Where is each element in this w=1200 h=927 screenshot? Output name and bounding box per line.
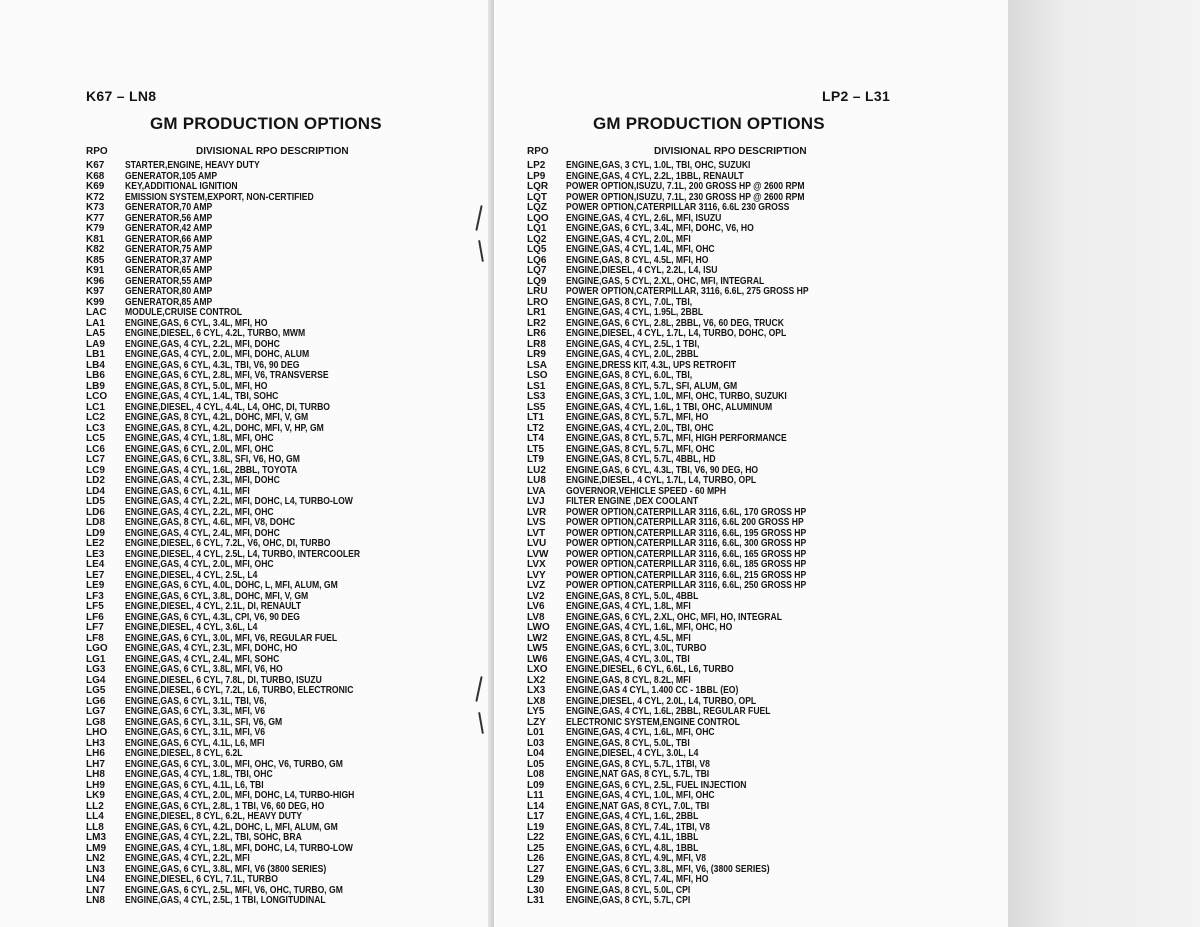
rpo-description: ENGINE,GAS, 8 CYL, 7.4L, MFI, HO	[566, 874, 709, 885]
rpo-description: ENGINE,GAS, 8 CYL, 6.0L, TBI,	[566, 370, 693, 381]
rpo-code: LD2	[86, 475, 105, 486]
option-row	[86, 896, 398, 907]
column-header-description: DIVISIONAL RPO DESCRIPTION	[654, 146, 807, 157]
rpo-description: ENGINE,GAS, 6 CYL, 4.1L, L6, TBI	[125, 779, 264, 791]
rpo-code: LQ1	[527, 223, 547, 234]
rpo-code: LC9	[86, 464, 105, 476]
rpo-code: LAC	[86, 307, 107, 318]
rpo-description: ENGINE,GAS, 4 CYL, 1.6L, 2BBL	[566, 811, 699, 822]
rpo-code: LR2	[527, 317, 546, 329]
rpo-code: K69	[86, 181, 105, 192]
rpo-description: ENGINE,GAS, 6 CYL, 3.0L, TURBO	[566, 643, 707, 654]
rpo-description: ENGINE,GAS, 4 CYL, 2.3L, MFI, DOHC, HO	[125, 643, 298, 654]
rpo-code: LM3	[86, 832, 106, 843]
rpo-description: ENGINE,GAS, 6 CYL, 2.8L, 2BBL, V6, 60 DEG, TRUCK	[566, 317, 784, 329]
rpo-description: ENGINE,DIESEL, 4 CYL, 4.4L, L4, OHC, DI, TURBO	[125, 401, 331, 413]
rpo-description: ENGINE,GAS, 6 CYL, 3.4L, MFI, DOHC, V6, HO	[566, 223, 754, 234]
rpo-description: POWER OPTION,ISUZU, 7.1L, 200 GROSS HP @ 2600 RPM	[566, 181, 805, 192]
rpo-description: ENGINE,DIESEL, 6 CYL, 7.1L, TURBO	[125, 874, 278, 885]
rpo-code: LR6	[527, 328, 546, 339]
rpo-code: LD9	[86, 527, 105, 539]
rpo-description: ENGINE,GAS, 8 CYL, 4.6L, MFI, V8, DOHC	[125, 517, 296, 528]
rpo-description: POWER OPTION,CATERPILLAR 3116, 6.6L, 215 GROSS HP	[566, 569, 807, 581]
rpo-code: LQ9	[527, 275, 547, 287]
rpo-code: LS1	[527, 380, 546, 392]
rpo-description: ENGINE,GAS, 4 CYL, 2.0L, MFI, DOHC, ALUM	[125, 349, 310, 360]
rpo-description: ENGINE,GAS, 6 CYL, 4.1L, L6, MFI	[125, 737, 265, 749]
rpo-code: K73	[86, 202, 105, 213]
rpo-code: LS5	[527, 401, 546, 413]
rpo-code: LVU	[527, 538, 547, 549]
rpo-code: LF6	[86, 611, 104, 623]
rpo-code: LXO	[527, 664, 548, 675]
rpo-code: LB9	[86, 380, 105, 392]
rpo-code: LSO	[527, 370, 548, 381]
rpo-description: ENGINE,DIESEL, 4 CYL, 3.0L, L4	[566, 748, 699, 759]
rpo-code: LA5	[86, 328, 105, 339]
rpo-code: LD8	[86, 517, 105, 528]
rpo-code: LG5	[86, 685, 106, 696]
rpo-description: POWER OPTION,ISUZU, 7.1L, 230 GROSS HP @ 2600 RPM	[566, 191, 805, 203]
rpo-code: LP9	[527, 170, 546, 182]
rpo-code: LN4	[86, 874, 105, 885]
rpo-description: ENGINE,GAS, 4 CYL, 1.6L, MFI, OHC, HO	[566, 622, 733, 633]
rpo-code: LX3	[527, 685, 546, 696]
rpo-description: ENGINE,GAS, 6 CYL, 4.2L, DOHC, L, MFI, ALUM, GM	[125, 821, 338, 833]
rpo-description: POWER OPTION,CATERPILLAR 3116, 6.6L, 195 GROSS HP	[566, 527, 807, 539]
option-list	[527, 161, 848, 907]
rpo-description: ENGINE,GAS, 4 CYL, 2.2L, MFI, DOHC	[125, 338, 280, 350]
rpo-code: LT2	[527, 422, 545, 434]
rpo-description: ENGINE,GAS, 4 CYL, 1.4L, TBI, SOHC	[125, 391, 279, 402]
rpo-description: ENGINE,DIESEL, 6 CYL, 7.2L, V6, OHC, DI, TURBO	[125, 538, 331, 549]
rpo-code: LQZ	[527, 202, 547, 213]
rpo-description: ENGINE,GAS, 8 CYL, 5.7L, 4BBL, HD	[566, 454, 716, 465]
rpo-code: K96	[86, 275, 105, 287]
rpo-code: LE4	[86, 559, 105, 570]
rpo-code: LF3	[86, 590, 104, 602]
rpo-code: LQ7	[527, 265, 547, 276]
rpo-code: LR1	[527, 307, 546, 318]
rpo-code: LA9	[86, 338, 105, 350]
rpo-code: LN3	[86, 863, 105, 875]
rpo-description: GENERATOR,65 AMP	[125, 265, 213, 276]
rpo-code: LF7	[86, 622, 104, 633]
rpo-description: GENERATOR,75 AMP	[125, 244, 213, 255]
rpo-code: LW5	[527, 643, 548, 654]
rpo-description: ELECTRONIC SYSTEM,ENGINE CONTROL	[566, 716, 740, 728]
rpo-description: POWER OPTION,CATERPILLAR 3116, 6.6L, 300 GROSS HP	[566, 538, 807, 549]
rpo-code: L25	[527, 842, 545, 854]
rpo-description: ENGINE,NAT GAS, 8 CYL, 5.7L, TBI	[566, 769, 710, 780]
rpo-description: ENGINE,NAT GAS, 8 CYL, 7.0L, TBI	[566, 800, 710, 812]
rpo-description: ENGINE,GAS, 8 CYL, 5.0L, MFI, HO	[125, 380, 268, 392]
rpo-code: LVX	[527, 559, 546, 570]
rpo-description: ENGINE,GAS, 8 CYL, 5.7L, MFI, HIGH PERFORMANCE	[566, 433, 787, 444]
rpo-code: LGO	[86, 643, 108, 654]
rpo-code: K77	[86, 212, 105, 224]
rpo-description: ENGINE,GAS, 6 CYL, 3.1L, SFI, V6, GM	[125, 716, 283, 728]
rpo-code: K99	[86, 296, 105, 308]
rpo-description: POWER OPTION,CATERPILLAR 3116, 6.6L, 185 GROSS HP	[566, 559, 807, 570]
rpo-code: LD4	[86, 485, 105, 497]
rpo-code: LG7	[86, 706, 106, 717]
rpo-description: POWER OPTION,CATERPILLAR 3116, 6.6L, 250 GROSS HP	[566, 580, 807, 591]
rpo-description: ENGINE,GAS, 6 CYL, 2.XL, OHC, MFI, HO, INTEGRAL	[566, 611, 782, 623]
rpo-description: ENGINE,DIESEL, 6 CYL, 7.2L, L6, TURBO, ELECTRONIC	[125, 685, 354, 696]
rpo-code: LVZ	[527, 580, 546, 591]
rpo-code: LS3	[527, 391, 546, 402]
rpo-code: L03	[527, 737, 545, 749]
rpo-description: ENGINE,DIESEL, 6 CYL, 4.2L, TURBO, MWM	[125, 328, 306, 339]
rpo-description: GOVERNOR,VEHICLE SPEED - 60 MPH	[566, 485, 727, 497]
rpo-description: ENGINE,GAS, 6 CYL, 4.0L, DOHC, L, MFI, ALUM, GM	[125, 580, 338, 591]
rpo-code: LG8	[86, 716, 106, 728]
rpo-description: ENGINE,DIESEL, 4 CYL, 2.0L, L4, TURBO, OPL	[566, 695, 757, 707]
rpo-description: ENGINE,GAS, 6 CYL, 3.8L, MFI, V6 (3800 SERIES)	[125, 863, 327, 875]
column-header-rpo: RPO	[86, 146, 108, 157]
rpo-description: ENGINE,GAS, 4 CYL, 2.2L, MFI, DOHC, L4, TURBO-LOW	[125, 496, 353, 507]
rpo-description: EMISSION SYSTEM,EXPORT, NON-CERTIFIED	[125, 191, 314, 203]
rpo-description: ENGINE,GAS, 4 CYL, 2.0L, MFI, DOHC, L4, TURBO-HIGH	[125, 790, 355, 801]
rpo-description: ENGINE,GAS, 4 CYL, 2.5L, 1 TBI,	[566, 338, 700, 350]
rpo-code: LVT	[527, 527, 546, 539]
rpo-code: LQ2	[527, 233, 547, 245]
rpo-description: ENGINE,GAS, 8 CYL, 5.0L, 4BBL	[566, 590, 699, 602]
rpo-description: ENGINE,GAS, 4 CYL, 2.5L, 1 TBI, LONGITUDINAL	[125, 895, 326, 906]
rpo-code: LB1	[86, 349, 105, 360]
rpo-code: K79	[86, 223, 105, 234]
rpo-code: LH6	[86, 748, 105, 759]
page-range-header: LP2 – L31	[822, 88, 891, 104]
rpo-description: ENGINE,GAS, 6 CYL, 3.0L, MFI, OHC, V6, TURBO, GM	[125, 758, 343, 770]
rpo-code: LZY	[527, 716, 546, 728]
rpo-code: K97	[86, 286, 105, 297]
rpo-code: LVA	[527, 485, 546, 497]
rpo-description: ENGINE,GAS, 4 CYL, 1.6L, 2BBL, TOYOTA	[125, 464, 298, 476]
rpo-code: LG4	[86, 674, 106, 686]
rpo-code: L08	[527, 769, 545, 780]
right-page	[494, 0, 1008, 927]
rpo-description: ENGINE,GAS, 6 CYL, 2.5L, FUEL INJECTION	[566, 779, 747, 791]
rpo-code: LH8	[86, 769, 105, 780]
rpo-code: LE3	[86, 548, 105, 560]
rpo-code: L04	[527, 748, 545, 759]
rpo-description: ENGINE,GAS, 8 CYL, 5.7L, MFI, HO	[566, 412, 709, 423]
rpo-description: ENGINE,GAS, 4 CYL, 1.95L, 2BBL	[566, 307, 704, 318]
rpo-code: LT9	[527, 454, 545, 465]
rpo-code: LA1	[86, 317, 105, 329]
rpo-code: LHO	[86, 727, 108, 738]
rpo-code: L26	[527, 853, 545, 864]
rpo-description: ENGINE,GAS, 4 CYL, 2.2L, MFI	[125, 853, 250, 864]
rpo-code: L09	[527, 779, 545, 791]
rpo-description: MODULE,CRUISE CONTROL	[125, 307, 243, 318]
rpo-code: LR9	[527, 349, 546, 360]
rpo-description: FILTER ENGINE ,DEX COOLANT	[566, 496, 699, 507]
rpo-description: GENERATOR,85 AMP	[125, 296, 213, 308]
rpo-description: ENGINE,DIESEL, 4 CYL, 1.7L, L4, TURBO, OPL	[566, 475, 757, 486]
rpo-description: GENERATOR,70 AMP	[125, 202, 213, 213]
rpo-code: LQO	[527, 212, 549, 224]
rpo-description: ENGINE,GAS 4 CYL, 1.400 CC - 1BBL (EO)	[566, 685, 739, 696]
rpo-description: ENGINE,GAS, 4 CYL, 1.4L, MFI, OHC	[566, 244, 715, 255]
rpo-description: ENGINE,GAS, 8 CYL, 7.0L, TBI,	[566, 296, 693, 308]
rpo-description: ENGINE,GAS, 4 CYL, 2.0L, MFI	[566, 233, 691, 245]
rpo-description: ENGINE,DIESEL, 4 CYL, 2.5L, L4, TURBO, INTERCOOLER	[125, 548, 361, 560]
rpo-description: ENGINE,GAS, 6 CYL, 4.3L, CPI, V6, 90 DEG	[125, 611, 300, 623]
rpo-code: LN8	[86, 895, 105, 906]
rpo-description: KEY,ADDITIONAL IGNITION	[125, 181, 238, 192]
rpo-description: ENGINE,DIESEL, 6 CYL, 6.6L, L6, TURBO	[566, 664, 734, 675]
rpo-code: LH9	[86, 779, 105, 791]
rpo-description: POWER OPTION,CATERPILLAR 3116, 6.6L, 170 GROSS HP	[566, 506, 807, 518]
rpo-code: LX8	[527, 695, 546, 707]
rpo-code: LRO	[527, 296, 549, 308]
rpo-description: ENGINE,GAS, 6 CYL, 4.8L, 1BBL	[566, 842, 699, 854]
rpo-description: ENGINE,GAS, 4 CYL, 2.2L, MFI, OHC	[125, 506, 274, 518]
rpo-description: GENERATOR,80 AMP	[125, 286, 213, 297]
rpo-description: ENGINE,GAS, 6 CYL, 3.0L, MFI, V6, REGULAR FUEL	[125, 632, 338, 644]
rpo-description: ENGINE,GAS, 3 CYL, 1.0L, TBI, OHC, SUZUKI	[566, 160, 751, 171]
rpo-description: ENGINE,GAS, 6 CYL, 3.8L, DOHC, MFI, V, GM	[125, 590, 309, 602]
rpo-code: LB4	[86, 359, 105, 371]
rpo-code: LVW	[527, 548, 549, 560]
rpo-code: LVS	[527, 517, 546, 528]
rpo-code: L19	[527, 821, 545, 833]
rpo-description: ENGINE,GAS, 6 CYL, 4.3L, TBI, V6, 90 DEG	[125, 359, 300, 371]
rpo-description: ENGINE,GAS, 5 CYL, 2.XL, OHC, MFI, INTEGRAL	[566, 275, 765, 287]
rpo-description: ENGINE,GAS, 6 CYL, 4.1L, MFI	[125, 485, 250, 497]
rpo-description: ENGINE,GAS, 8 CYL, 4.5L, MFI, HO	[566, 254, 709, 266]
rpo-code: LR8	[527, 338, 546, 350]
rpo-code: LP2	[527, 160, 546, 171]
rpo-code: LF5	[86, 601, 104, 612]
rpo-description: ENGINE,DRESS KIT, 4.3L, UPS RETROFIT	[566, 359, 737, 371]
rpo-code: LC2	[86, 412, 105, 423]
page-title: GM PRODUCTION OPTIONS	[593, 114, 825, 133]
rpo-description: ENGINE,GAS, 8 CYL, 5.0L, TBI	[566, 737, 690, 749]
rpo-code: LG1	[86, 653, 106, 665]
option-row	[527, 896, 848, 907]
option-list	[86, 161, 398, 907]
rpo-description: ENGINE,DIESEL, 4 CYL, 2.2L, L4, ISU	[566, 265, 718, 276]
rpo-code: L30	[527, 884, 545, 896]
rpo-code: L31	[527, 895, 545, 906]
rpo-code: LC3	[86, 422, 105, 434]
rpo-code: LT4	[527, 433, 545, 444]
rpo-description: ENGINE,GAS, 8 CYL, 4.9L, MFI, V8	[566, 853, 707, 864]
rpo-description: ENGINE,GAS, 8 CYL, 5.7L, SFI, ALUM, GM	[566, 380, 738, 392]
rpo-description: ENGINE,DIESEL, 4 CYL, 2.5L, L4	[125, 569, 258, 581]
rpo-description: ENGINE,GAS, 4 CYL, 1.6L, 2BBL, REGULAR FUEL	[566, 706, 771, 717]
rpo-code: LT1	[527, 412, 545, 423]
rpo-description: ENGINE,GAS, 6 CYL, 3.8L, SFI, V6, HO, GM	[125, 454, 300, 465]
rpo-description: POWER OPTION,CATERPILLAR 3116, 6.6L, 165 GROSS HP	[566, 548, 807, 560]
rpo-code: K67	[86, 160, 105, 171]
rpo-description: ENGINE,GAS, 3 CYL, 1.0L, MFI, OHC, TURBO, SUZUKI	[566, 391, 787, 402]
rpo-code: K72	[86, 191, 105, 203]
rpo-description: ENGINE,DIESEL, 4 CYL, 1.7L, L4, TURBO, DOHC, OPL	[566, 328, 787, 339]
rpo-description: ENGINE,GAS, 8 CYL, 5.7L, CPI	[566, 895, 691, 906]
rpo-code: K91	[86, 265, 105, 276]
rpo-description: ENGINE,GAS, 4 CYL, 2.3L, MFI, DOHC	[125, 475, 280, 486]
rpo-code: LVR	[527, 506, 547, 518]
rpo-description: ENGINE,GAS, 6 CYL, 2.8L, MFI, V6, TRANSVERSE	[125, 370, 329, 381]
rpo-description: ENGINE,GAS, 4 CYL, 1.0L, MFI, OHC	[566, 790, 715, 801]
rpo-code: LN2	[86, 853, 105, 864]
rpo-code: LC7	[86, 454, 105, 465]
left-page	[0, 0, 492, 927]
rpo-description: ENGINE,GAS, 4 CYL, 2.2L, 1BBL, RENAULT	[566, 170, 744, 182]
rpo-description: ENGINE,GAS, 6 CYL, 3.3L, MFI, V6	[125, 706, 266, 717]
rpo-description: ENGINE,GAS, 6 CYL, 2.8L, 1 TBI, V6, 60 DEG, HO	[125, 800, 325, 812]
rpo-description: ENGINE,GAS, 8 CYL, 4.2L, DOHC, MFI, V, GM	[125, 412, 309, 423]
rpo-code: LG6	[86, 695, 106, 707]
rpo-code: LW6	[527, 653, 548, 665]
page-range-header: K67 – LN8	[86, 88, 157, 104]
rpo-description: ENGINE,GAS, 8 CYL, 5.0L, CPI	[566, 884, 691, 896]
column-header-description: DIVISIONAL RPO DESCRIPTION	[196, 146, 349, 157]
rpo-description: ENGINE,GAS, 4 CYL, 2.2L, TBI, SOHC, BRA	[125, 832, 302, 843]
rpo-code: LL4	[86, 811, 104, 822]
rpo-description: ENGINE,GAS, 4 CYL, 1.6L, 1 TBI, OHC, ALUMINUM	[566, 401, 773, 413]
rpo-code: LC6	[86, 443, 105, 455]
rpo-description: ENGINE,GAS, 4 CYL, 1.8L, MFI, DOHC, L4, TURBO-LOW	[125, 842, 353, 854]
rpo-code: L22	[527, 832, 545, 843]
rpo-code: L17	[527, 811, 545, 822]
rpo-description: ENGINE,DIESEL, 6 CYL, 7.8L, DI, TURBO, ISUZU	[125, 674, 322, 686]
rpo-code: LG3	[86, 664, 106, 675]
rpo-description: ENGINE,GAS, 6 CYL, 3.1L, TBI, V6,	[125, 695, 267, 707]
rpo-code: LL8	[86, 821, 104, 833]
rpo-description: ENGINE,DIESEL, 8 CYL, 6.2L	[125, 748, 243, 759]
rpo-code: K81	[86, 233, 105, 245]
rpo-code: LC5	[86, 433, 105, 444]
rpo-code: LM9	[86, 842, 106, 854]
rpo-code: LRU	[527, 286, 548, 297]
rpo-code: L05	[527, 758, 545, 770]
rpo-code: LK9	[86, 790, 105, 801]
rpo-description: GENERATOR,55 AMP	[125, 275, 213, 287]
rpo-code: LCO	[86, 391, 108, 402]
rpo-code: L14	[527, 800, 545, 812]
rpo-description: ENGINE,DIESEL, 4 CYL, 2.1L, DI, RENAULT	[125, 601, 302, 612]
rpo-description: ENGINE,GAS, 8 CYL, 8.2L, MFI	[566, 674, 691, 686]
rpo-description: POWER OPTION,CATERPILLAR 3116, 6.6L 200 GROSS HP	[566, 517, 804, 528]
rpo-description: ENGINE,GAS, 6 CYL, 3.8L, MFI, V6, HO	[125, 664, 283, 675]
rpo-description: ENGINE,DIESEL, 8 CYL, 6.2L, HEAVY DUTY	[125, 811, 302, 822]
rpo-code: LU8	[527, 475, 546, 486]
rpo-description: ENGINE,GAS, 6 CYL, 3.8L, MFI, V6, (3800 SERIES)	[566, 863, 770, 875]
rpo-description: ENGINE,GAS, 8 CYL, 5.7L, MFI, OHC	[566, 443, 715, 455]
rpo-code: LVJ	[527, 496, 545, 507]
column-header-rpo: RPO	[527, 146, 549, 157]
rpo-code: LH3	[86, 737, 105, 749]
rpo-code: L01	[527, 727, 545, 738]
rpo-code: LL2	[86, 800, 104, 812]
rpo-code: LN7	[86, 884, 105, 896]
rpo-description: ENGINE,GAS, 4 CYL, 2.6L, MFI, ISUZU	[566, 212, 722, 224]
rpo-code: LE9	[86, 580, 105, 591]
scan-background	[1008, 0, 1200, 927]
rpo-code: LH7	[86, 758, 105, 770]
rpo-description: POWER OPTION,CATERPILLAR 3116, 6.6L 230 GROSS	[566, 202, 790, 213]
rpo-code: K82	[86, 244, 105, 255]
rpo-description: ENGINE,GAS, 4 CYL, 2.0L, 2BBL	[566, 349, 699, 360]
rpo-description: ENGINE,GAS, 4 CYL, 2.0L, TBI, OHC	[566, 422, 714, 434]
rpo-code: LQT	[527, 191, 547, 203]
rpo-code: LVY	[527, 569, 546, 581]
rpo-description: ENGINE,GAS, 8 CYL, 7.4L, 1TBI, V8	[566, 821, 710, 833]
rpo-code: LT5	[527, 443, 545, 455]
rpo-code: LB6	[86, 370, 105, 381]
rpo-code: K68	[86, 170, 105, 182]
rpo-description: ENGINE,GAS, 4 CYL, 1.8L, TBI, OHC	[125, 769, 273, 780]
rpo-description: ENGINE,GAS, 4 CYL, 2.0L, MFI, OHC	[125, 559, 274, 570]
rpo-code: LE7	[86, 569, 105, 581]
rpo-description: ENGINE,GAS, 8 CYL, 4.2L, DOHC, MFI, V, HP, GM	[125, 422, 324, 434]
rpo-description: ENGINE,GAS, 6 CYL, 2.0L, MFI, OHC	[125, 443, 274, 455]
rpo-description: ENGINE,GAS, 6 CYL, 3.1L, MFI, V6	[125, 727, 266, 738]
rpo-code: LY5	[527, 706, 545, 717]
rpo-description: ENGINE,GAS, 4 CYL, 2.4L, MFI, DOHC	[125, 527, 280, 539]
rpo-code: L11	[527, 790, 544, 801]
rpo-description: GENERATOR,42 AMP	[125, 223, 213, 234]
rpo-code: LF8	[86, 632, 104, 644]
rpo-code: LV6	[527, 601, 545, 612]
rpo-description: ENGINE,GAS, 4 CYL, 1.6L, MFI, OHC	[566, 727, 715, 738]
rpo-code: L27	[527, 863, 545, 875]
rpo-description: ENGINE,GAS, 4 CYL, 1.8L, MFI	[566, 601, 691, 612]
rpo-code: LD5	[86, 496, 105, 507]
rpo-code: LU2	[527, 464, 546, 476]
rpo-code: LV2	[527, 590, 545, 602]
rpo-code: LSA	[527, 359, 547, 371]
rpo-description: GENERATOR,66 AMP	[125, 233, 213, 245]
rpo-code: L29	[527, 874, 545, 885]
page-title: GM PRODUCTION OPTIONS	[150, 114, 382, 133]
rpo-code: LD6	[86, 506, 105, 518]
rpo-description: ENGINE,GAS, 8 CYL, 4.5L, MFI	[566, 632, 691, 644]
rpo-description: ENGINE,GAS, 4 CYL, 1.8L, MFI, OHC	[125, 433, 274, 444]
rpo-description: POWER OPTION,CATERPILLAR, 3116, 6.6L, 275 GROSS HP	[566, 286, 809, 297]
rpo-code: LX2	[527, 674, 546, 686]
rpo-code: LW2	[527, 632, 548, 644]
rpo-code: LQ6	[527, 254, 547, 266]
rpo-description: GENERATOR,56 AMP	[125, 212, 213, 224]
rpo-code: K85	[86, 254, 105, 266]
rpo-description: GENERATOR,105 AMP	[125, 170, 218, 182]
rpo-code: LE2	[86, 538, 105, 549]
rpo-description: ENGINE,GAS, 8 CYL, 5.7L, 1TBI, V8	[566, 758, 710, 770]
rpo-description: STARTER,ENGINE, HEAVY DUTY	[125, 160, 260, 171]
rpo-description: GENERATOR,37 AMP	[125, 254, 213, 266]
rpo-code: LC1	[86, 401, 105, 413]
rpo-description: ENGINE,GAS, 6 CYL, 2.5L, MFI, V6, OHC, TURBO, GM	[125, 884, 343, 896]
rpo-description: ENGINE,GAS, 6 CYL, 4.1L, 1BBL	[566, 832, 699, 843]
rpo-description: ENGINE,GAS, 6 CYL, 4.3L, TBI, V6, 90 DEG, HO	[566, 464, 759, 476]
rpo-code: LQR	[527, 181, 549, 192]
rpo-description: ENGINE,DIESEL, 4 CYL, 3.6L, L4	[125, 622, 258, 633]
rpo-description: ENGINE,GAS, 4 CYL, 2.4L, MFI, SOHC	[125, 653, 280, 665]
rpo-code: LV8	[527, 611, 545, 623]
rpo-description: ENGINE,GAS, 6 CYL, 3.4L, MFI, HO	[125, 317, 268, 329]
rpo-code: LWO	[527, 622, 550, 633]
rpo-code: LQ5	[527, 244, 547, 255]
rpo-description: ENGINE,GAS, 4 CYL, 3.0L, TBI	[566, 653, 690, 665]
